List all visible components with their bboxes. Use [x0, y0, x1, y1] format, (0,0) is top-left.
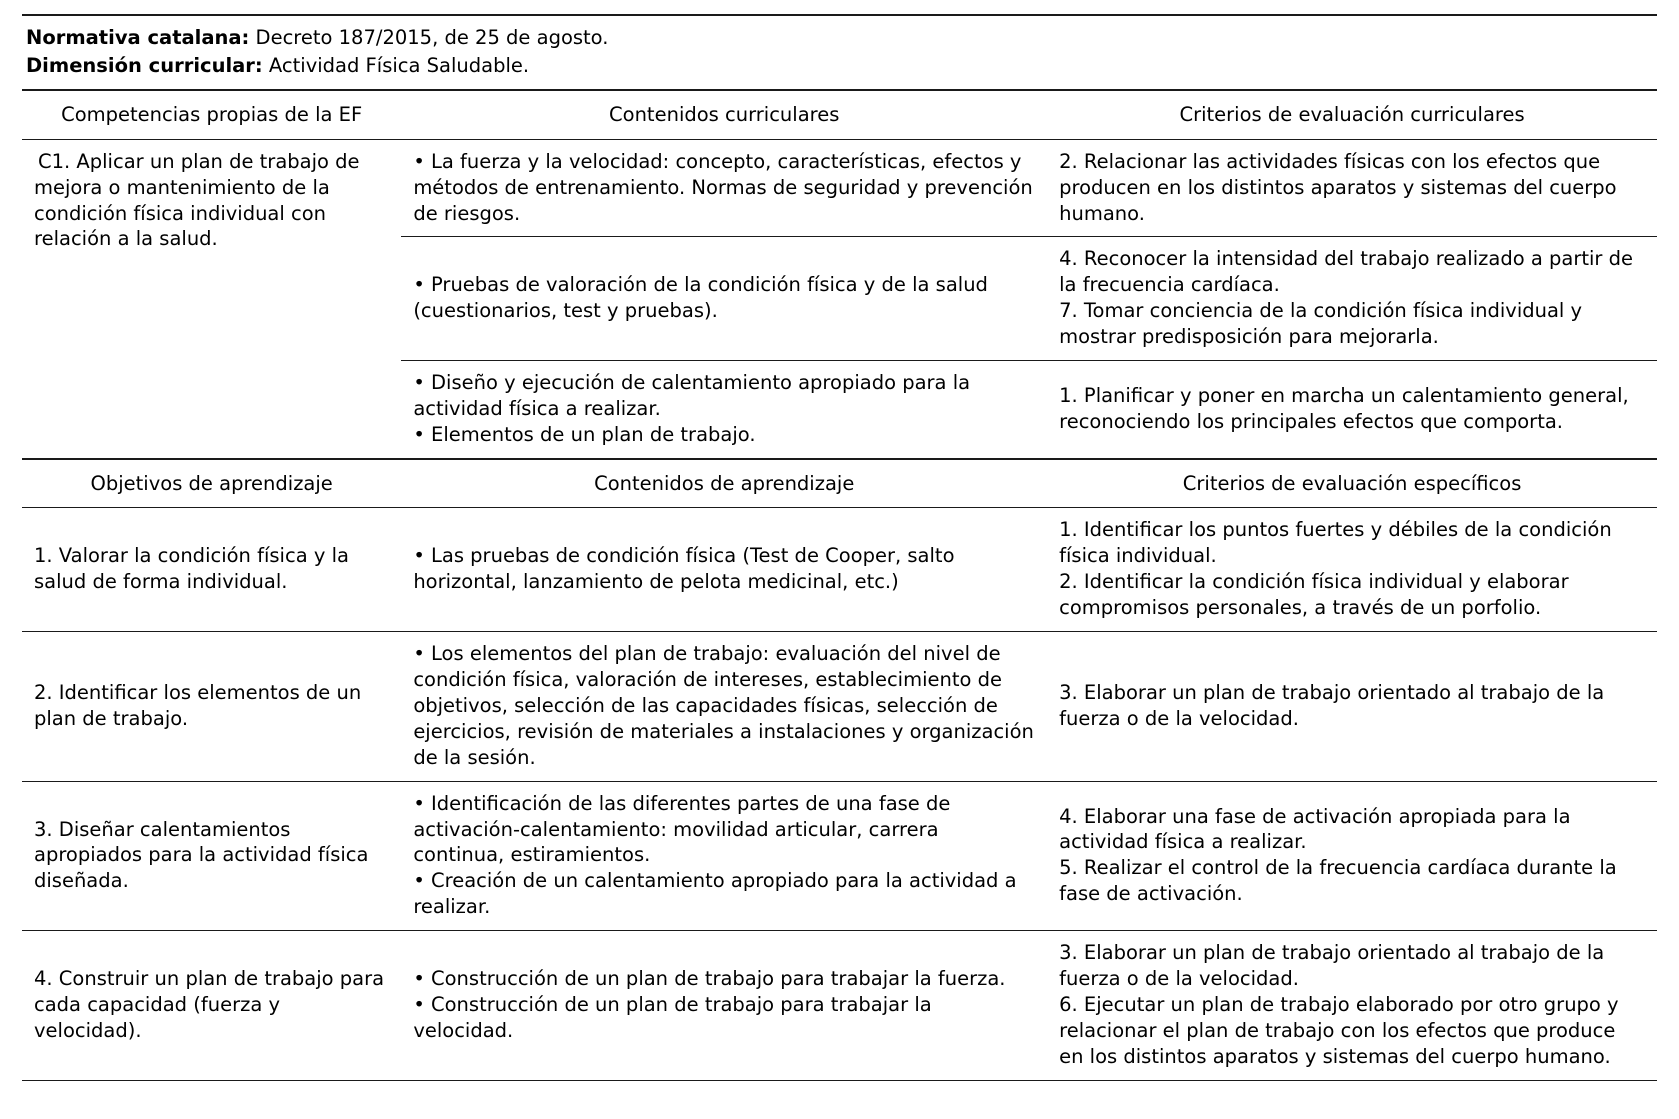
bullet-line: • Identificación de las diferentes partes de una fase de activación-calentamiento: movilidad articular, carrera continua, estiramientos.	[413, 791, 951, 867]
cell-criterio-esp-2: 3. Elaborar un plan de trabajo orientado al trabajo de la fuerza o de la velocidad.	[1047, 631, 1657, 781]
criterio-line: 2. Identificar la condición física individual y elaborar compromisos personales, a través de un porfolio.	[1059, 570, 1569, 620]
criterio-line: 3. Elaborar un plan de trabajo orientado al trabajo de la fuerza o de la velocidad.	[1059, 941, 1605, 991]
table-row	[22, 508, 1657, 632]
criterio-line: 1. Identificar los puntos fuertes y débiles de la condición física individual.	[1059, 518, 1612, 568]
cell-criterio-esp-3	[1047, 781, 1657, 931]
criterio-line: 7. Tomar conciencia de la condición física individual y mostrar predisposición para mejorarla.	[1059, 299, 1583, 349]
cell-contenido-ap-1: • Las pruebas de condición física (Test de Cooper, salto horizontal, lanzamiento de pelota medicinal, etc.)	[401, 508, 1047, 632]
bullet-line: • Creación de un calentamiento apropiado para la actividad a realizar.	[413, 869, 1017, 919]
header-criterios-especificos: Criterios de evaluación específicos	[1047, 459, 1657, 508]
bullet-line: • Elementos de un plan de trabajo.	[413, 423, 756, 447]
cell-contenido-ap-2: • Los elementos del plan de trabajo: evaluación del nivel de condición física, valoración de intereses, establecimiento de objetivos, selección de las capacidades físicas, selección de ejercicios, revisión de materiales a instalaciones y organización de la sesión.	[401, 631, 1047, 781]
curriculum-table	[22, 89, 1657, 1080]
criterio-line: 4. Elaborar una fase de activación apropiada para la actividad física a realizar.	[1059, 804, 1571, 854]
header-contenidos-aprendizaje: Contenidos de aprendizaje	[401, 459, 1047, 508]
cell-contenido-ap-3	[401, 781, 1047, 931]
bullet-line: • Diseño y ejecución de calentamiento apropiado para la actividad física a realizar.	[413, 371, 971, 421]
header-contenidos-curriculares: Contenidos curriculares	[401, 90, 1047, 139]
cell-contenidos-2: • Pruebas de valoración de la condición física y de la salud (cuestionarios, test y pruebas).	[401, 237, 1047, 361]
document-page	[0, 14, 1679, 1119]
header-objetivos: Objetivos de aprendizaje	[22, 459, 401, 508]
cell-contenidos-3	[401, 361, 1047, 459]
table-row	[22, 781, 1657, 931]
cell-competency-c1	[22, 139, 401, 459]
dimension-label: Dimensión curricular:	[26, 53, 263, 77]
cell-criterio-esp-1	[1047, 508, 1657, 632]
normativa-line	[26, 24, 1653, 52]
cell-criterios-3: 1. Planificar y poner en marcha un calentamiento general, reconociendo los principales efectos que comporta.	[1047, 361, 1657, 459]
criterio-line: 4. Reconocer la intensidad del trabajo realizado a partir de la frecuencia cardíaca.	[1059, 247, 1633, 297]
header-criterios-curriculares: Criterios de evaluación curriculares	[1047, 90, 1657, 139]
cell-objetivo-3: 3. Diseñar calentamientos apropiados para la actividad física diseñada.	[22, 781, 401, 931]
document-metadata	[22, 16, 1657, 89]
cell-objetivo-4: 4. Construir un plan de trabajo para cada capacidad (fuerza y velocidad).	[22, 931, 401, 1081]
cell-objetivo-1: 1. Valorar la condición física y la salud de forma individual.	[22, 508, 401, 632]
criterio-line: 6. Ejecutar un plan de trabajo elaborado por otro grupo y relacionar el plan de trabajo con los efectos que produce en los distintos aparatos y sistemas del cuerpo humano.	[1059, 993, 1619, 1068]
section2-header-row	[22, 459, 1657, 508]
criterio-line: 5. Realizar el control de la frecuencia cardíaca durante la fase de activación.	[1059, 856, 1617, 906]
cell-contenido-ap-4	[401, 931, 1047, 1081]
table-row	[22, 139, 1657, 237]
bullet-line: • Construcción de un plan de trabajo para trabajar la fuerza.	[413, 967, 1006, 991]
cell-objetivo-2: 2. Identificar los elementos de un plan de trabajo.	[22, 631, 401, 781]
normativa-value: Decreto 187/2015, de 25 de agosto.	[249, 26, 609, 49]
cell-criterios-1: 2. Relacionar las actividades físicas con los efectos que producen en los distintos aparatos y sistemas del cuerpo humano.	[1047, 139, 1657, 237]
dimension-value: Actividad Física Saludable.	[262, 53, 530, 77]
normativa-label: Normativa catalana:	[26, 26, 250, 49]
cell-contenidos-1: • La fuerza y la velocidad: concepto, características, efectos y métodos de entrenamiento. Normas de seguridad y prevención de riesgos.	[401, 139, 1047, 237]
header-competencias: Competencias propias de la EF	[22, 90, 401, 139]
dimension-line	[26, 52, 1653, 80]
competency-text: C1. Aplicar un plan de trabajo de mejora o mantenimiento de la condición física individual con relación a la salud.	[34, 149, 360, 251]
section1-header-row	[22, 90, 1657, 139]
bullet-line: • Construcción de un plan de trabajo para trabajar la velocidad.	[413, 993, 932, 1042]
table-row	[22, 631, 1657, 781]
cell-criterios-2	[1047, 237, 1657, 361]
cell-criterio-esp-4	[1047, 931, 1657, 1081]
table-row	[22, 931, 1657, 1081]
